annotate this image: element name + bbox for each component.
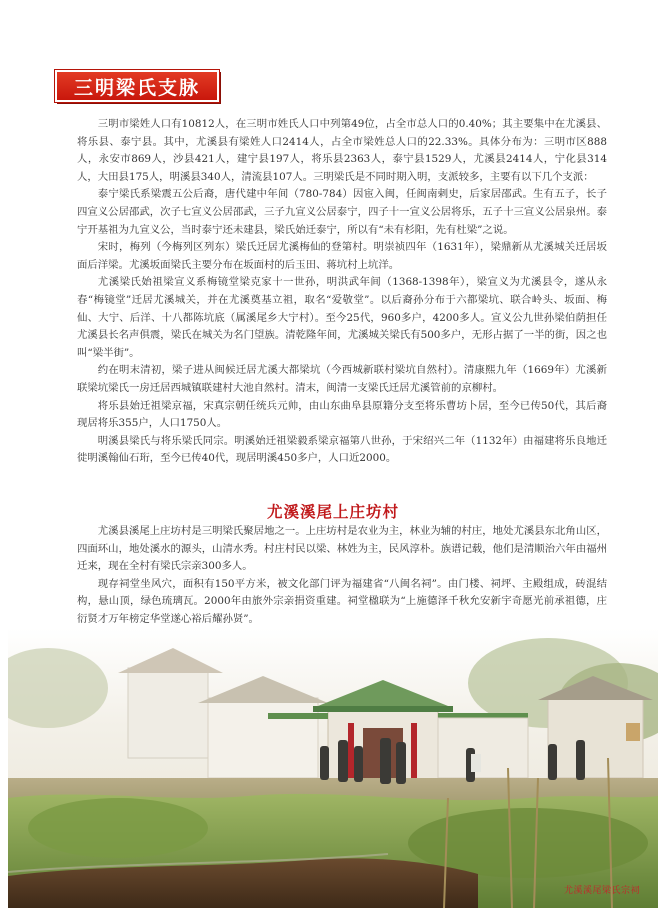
ancestral-hall-photo [8,628,658,908]
village-scene-image [8,628,658,908]
paragraph: 尤溪梁氏始祖梁宣义系梅镜堂梁克家十一世孙，明洪武年间（1368-1398年），梁宣义为尤溪县令，遂从永春“梅镜堂”迁居尤溪城关，并在尤溪奠基立祖，取名“爱敬堂”。以后裔孙分布于六都梁坑、联合岭头、坂面、梅仙、大宁、后洋、十八都陈坑底（属溪尾乡大宁村）。至今25代，960多户，4200多人。宣义公九世孙梁伯荫担任尤溪县长名声俱震，梁氏在城关为名门望族。清乾隆年间，尤溪城关梁氏有500多户，无形占据了一半的街，因之也叫“梁半街”。 [77,276,607,359]
photo-caption: 尤溪溪尾梁氏宗祠 [563,886,640,896]
section2-body [77,523,607,629]
paragraph: 现存祠堂坐风穴，面积有150平方米，被文化部门评为福建省“八闽名祠”。由门楼、祠坪、主殿组成，砖混结构，悬山顶，绿色琉璃瓦。2000年由旅外宗亲捐资重建。祠堂楹联为“上施德泽千秋允安新宇奇愿光前承祖德，庄衍贤才万年榜定华堂遂心裕后耀孙贤”。 [77,577,607,625]
section-banner [55,70,219,102]
paragraph: 尤溪县溪尾上庄坊村是三明梁氏聚居地之一。上庄坊村是农业为主，林业为辅的村庄，地处尤溪县东北角山区，四面环山，地处溪水的源头，山清水秀。村庄村民以梁、林姓为主，民风淳朴。族谱记载，他们是清顺治六年由福州迁来，现在全村有梁氏宗亲300多人。 [77,525,607,573]
paragraph: 三明市梁姓人口有10812人，在三明市姓氏人口中列第49位，占全市总人口的0.40%；其主要集中在尤溪县、将乐县、泰宁县。其中，尤溪县有梁姓人口2414人，占全市梁姓总人口的22.33%。具体分布为：三明市区888人，永安市869人，沙县421人，建宁县197人，将乐县2363人，泰宁县1529人，尤溪县2414人，宁化县314人，大田县175人，明溪县340人，清流县107人。三明梁氏是不同时期入明，支派较多，主要有以下几个支派： [77,118,607,183]
paragraph: 明溪县梁氏与将乐梁氏同宗。明溪始迁祖梁毅系梁京福第八世孙，于宋绍兴二年（1132年）由福建将乐良地迁徙明溪翰仙石珩，至今已传40代，现居明溪450多户，人口近2000。 [77,434,607,465]
paragraph: 泰宁梁氏系梁震五公后裔，唐代建中年间（780-784）因宦入闽，任闽南剌史，后家居邵武。生有五子，长子四宣义公居邵武，次子七宣义公居邵武，三子九宣义公居泰宁，四子十一宣义公居将乐，五子十三宣义公居泉州。泰宁开基祖为九宣义公，当时泰宁还未建县，梁氏始迁泰宁，所以有“未有杉阳，先有杜梁”之说。 [77,188,607,236]
paragraph: 将乐县始迁祖梁京福，宋真宗朝任统兵元帅，由山东曲阜县原籍分支至将乐曹坊卜居，至今已传50代，其后裔现居将乐355户，人口1750人。 [77,399,607,430]
section2-title: 尤溪溪尾上庄坊村 [266,502,399,521]
banner-title: 三明梁氏支脉 [73,76,200,99]
paragraph: 宋时，梅列（今梅列区列东）梁氏迁居尤溪梅仙的登第村。明崇祯四年（1631年），梁鼎新从尤溪城关迁居坂面后洋梁。尤溪坂面梁氏主要分布在坂面村的后玉田、蒋坑村上坑洋。 [77,241,607,271]
section1-body [77,116,607,468]
paragraph: 约在明末清初，梁子进从闽候迁居尤溪大都梁坑（今西城新联村梁坑自然村）。清康熙九年（1669年）尤溪新联梁坑梁氏一房迁居西城镇联建村大池自然村。清末，闽清一支梁氏迁居尤溪管前的京柳村。 [77,364,607,394]
